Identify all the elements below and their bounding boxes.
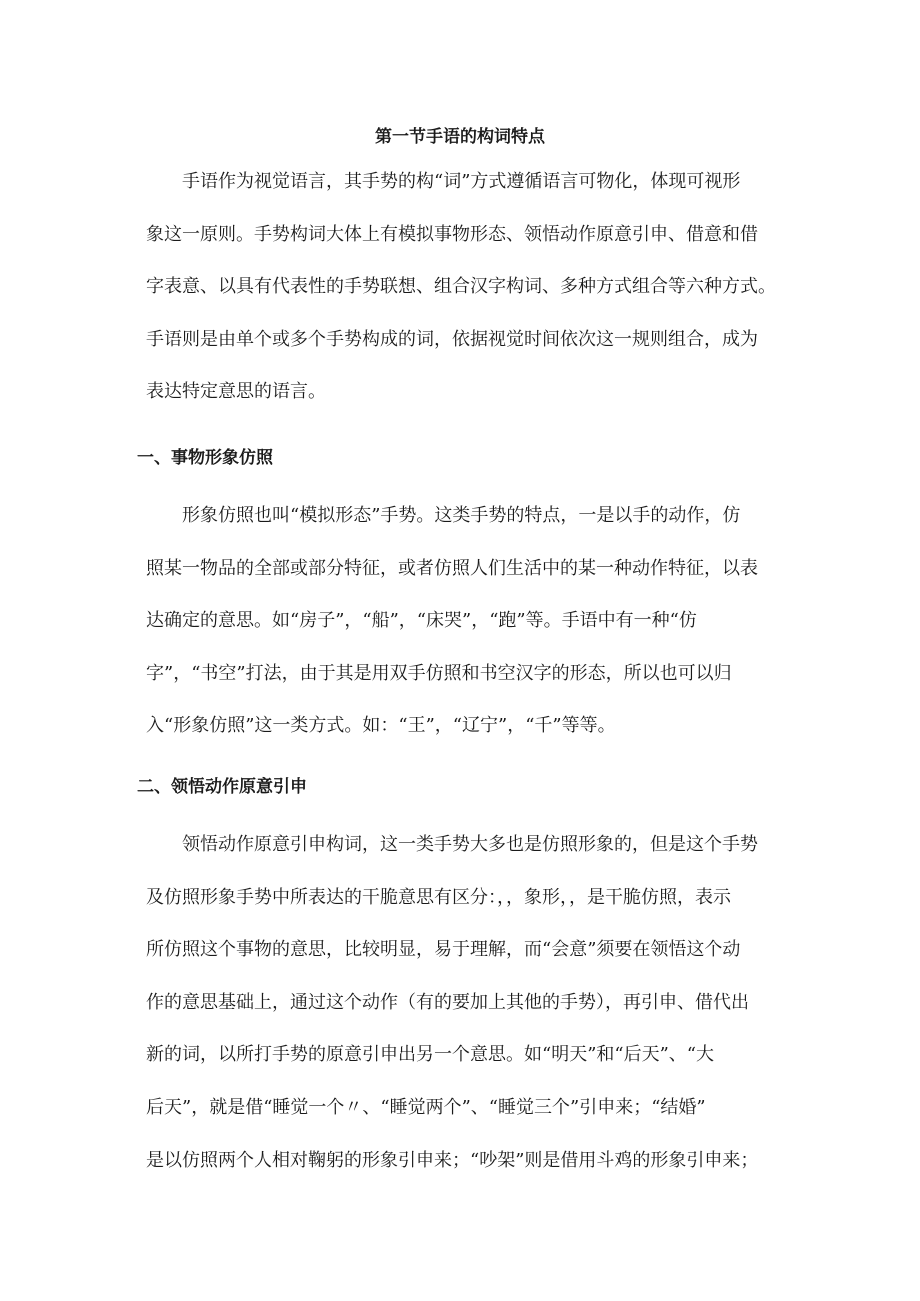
paragraph-line: 作的意思基础上，通过这个动作（有的要加上其他的手势），再引申、借代出	[146, 991, 749, 1013]
paragraph-line: 形象仿照也叫“模拟形态”手势。这类手势的特点，一是以手的动作，仿	[146, 505, 741, 526]
paragraph-line: 象这一原则。手势构词大体上有模拟事物形态、领悟动作原意引申、借意和借	[146, 223, 758, 245]
section-heading-1: 一、事物形象仿照	[137, 448, 273, 468]
section-1-paragraph	[146, 490, 788, 753]
page-title: 第一节手语的构词特点	[375, 127, 545, 147]
paragraph-line: 字”，“书空”打法，由于其是用双手仿照和书空汉字的形态，所以也可以归	[146, 662, 732, 684]
paragraph-line: 所仿照这个事物的意思，比较明显，易于理解，而“会意”须要在领悟这个动	[146, 939, 741, 961]
section-2-paragraph	[146, 819, 788, 1187]
paragraph-line: 手语则是由单个或多个手势构成的词，依据视觉时间依次这一规则组合，成为	[146, 328, 758, 350]
paragraph-line: 入“形象仿照”这一类方式。如：“王”，“辽宁”，“千”等等。	[146, 715, 616, 737]
section-heading-2: 二、领悟动作原意引申	[137, 777, 307, 797]
paragraph-line: 新的词，以所打手势的原意引申出另一个意思。如“明天”和“后天”、“大	[146, 1044, 715, 1066]
paragraph-line: 达确定的意思。如“房子”，“船”，“床哭”，“跑”等。手语中有一种“仿	[146, 610, 697, 632]
paragraph-line: 字表意、以具有代表性的手势联想、组合汉字构词、多种方式组合等六种方式。	[146, 276, 776, 298]
paragraph-line: 照某一物品的全部或部分特征，或者仿照人们生活中的某一种动作特征，以表	[146, 557, 758, 579]
paragraph-line: 后天”，就是借“睡觉一个〃、“睡觉两个”、“睡觉三个”引申来；“结婚”	[146, 1096, 706, 1118]
paragraph-line: 领悟动作原意引申构词，这一类手势大多也是仿照形象的，但是这个手势	[146, 834, 758, 855]
paragraph-line: 表达特定意思的语言。	[146, 381, 326, 403]
paragraph-line: 是以仿照两个人相对鞠躬的形象引申来；“吵架”则是借用斗鸡的形象引申来；	[146, 1149, 759, 1171]
paragraph-line: 及仿照形象手势中所表达的干脆意思有区分：，，象形，，是干脆仿照，表示	[146, 886, 731, 908]
paragraph-line: 手语作为视觉语言，其手势的构“词”方式遵循语言可物化，体现可视形	[146, 171, 741, 192]
intro-paragraph	[146, 156, 788, 419]
